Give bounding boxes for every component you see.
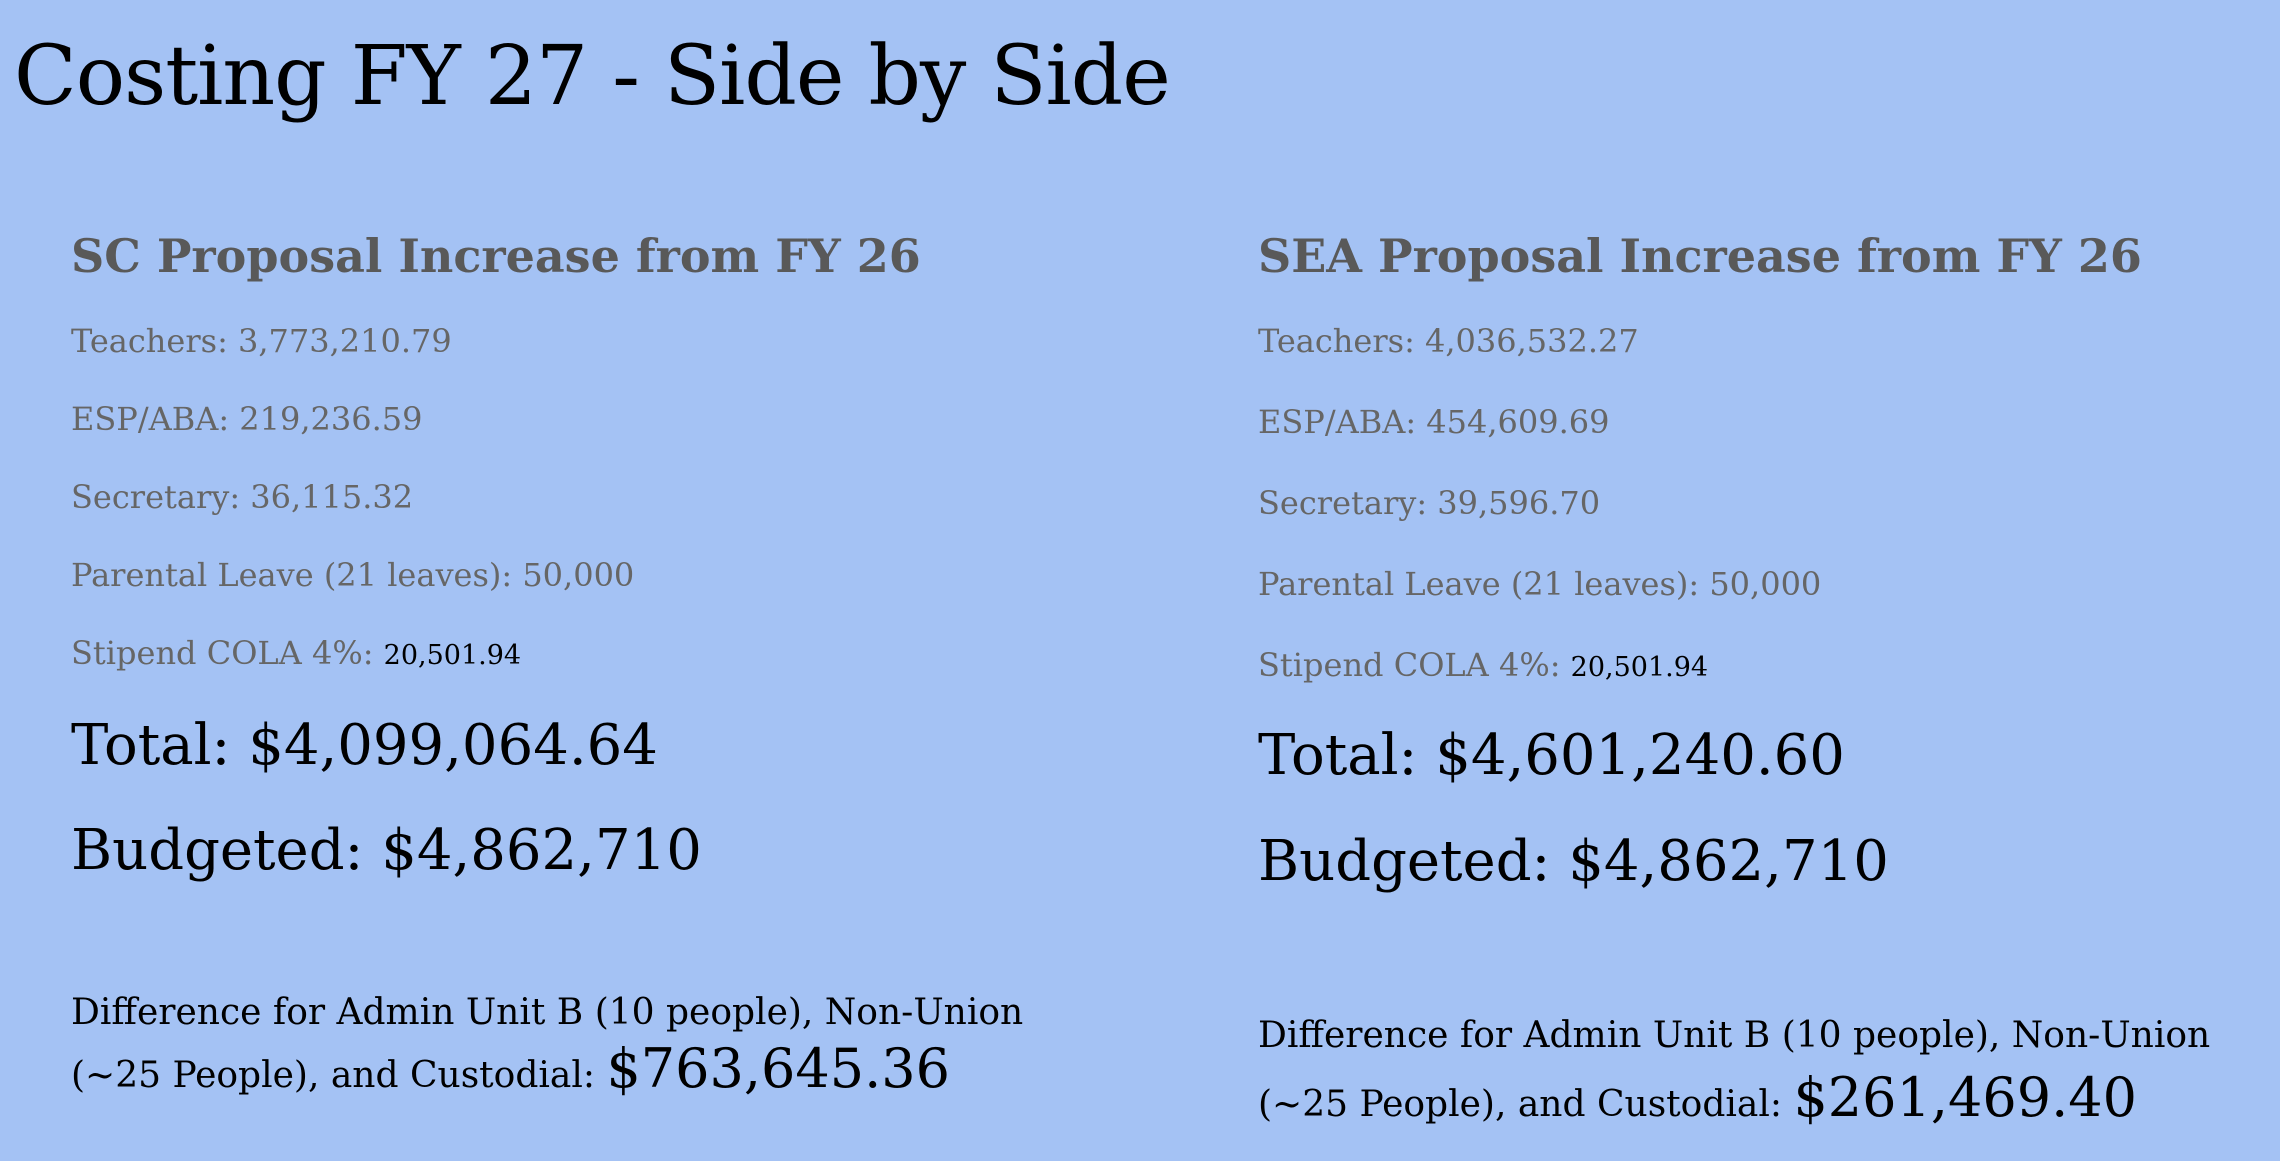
- sea-secretary-line: Secretary: 39,596.70: [1258, 484, 1601, 522]
- sea-parental-leave-text: Parental Leave (21 leaves): 50,000: [1258, 565, 1822, 603]
- sc-difference: [71, 985, 1071, 1104]
- sea-stipend-label: Stipend COLA 4%:: [1258, 646, 1571, 684]
- sc-proposal-column: [71, 220, 1071, 1100]
- sea-proposal-column: [1258, 220, 2258, 1129]
- sc-parental-leave-text: Parental Leave (21 leaves): 50,000: [71, 556, 635, 594]
- sc-parental-leave-line: [71, 556, 634, 594]
- sc-esp-aba-line: ESP/ABA: 219,236.59: [71, 400, 423, 438]
- sea-budgeted: Budgeted: $4,862,710: [1258, 829, 1889, 894]
- sea-total: Total: $4,601,240.60: [1258, 723, 1845, 788]
- sc-difference-label: Difference for Admin Unit B (10 people), Non-Union (~25 People), and Custodial:: [71, 992, 1024, 1096]
- sea-difference-label: Difference for Admin Unit B (10 people), Non-Union (~25 People), and Custodial:: [1258, 1015, 2211, 1125]
- sc-budgeted: Budgeted: $4,862,710: [71, 818, 702, 883]
- sc-proposal-heading: SC Proposal Increase from FY 26: [71, 229, 921, 283]
- sc-total: Total: $4,099,064.64: [71, 713, 658, 778]
- sea-stipend-line: [1258, 646, 1708, 684]
- sea-stipend-value: 20,501.94: [1570, 652, 1709, 683]
- slide-title: Costing FY 27 - Side by Side: [14, 29, 1170, 124]
- sc-stipend-label: Stipend COLA 4%:: [71, 634, 384, 672]
- sc-difference-value: $763,645.36: [606, 1037, 950, 1100]
- sea-esp-aba-line: ESP/ABA: 454,609.69: [1258, 403, 1610, 441]
- sea-parental-leave-line: [1258, 565, 1821, 603]
- sc-stipend-line: [71, 634, 521, 672]
- sc-secretary-line: Secretary: 36,115.32: [71, 478, 414, 516]
- sc-teachers-line: Teachers: 3,773,210.79: [71, 322, 452, 360]
- sea-teachers-line: Teachers: 4,036,532.27: [1258, 322, 1639, 360]
- sea-difference: [1258, 1005, 2258, 1136]
- sc-stipend-value: 20,501.94: [383, 640, 522, 671]
- sea-difference-value: $261,469.40: [1793, 1066, 2137, 1129]
- sea-proposal-heading: SEA Proposal Increase from FY 26: [1258, 229, 2142, 283]
